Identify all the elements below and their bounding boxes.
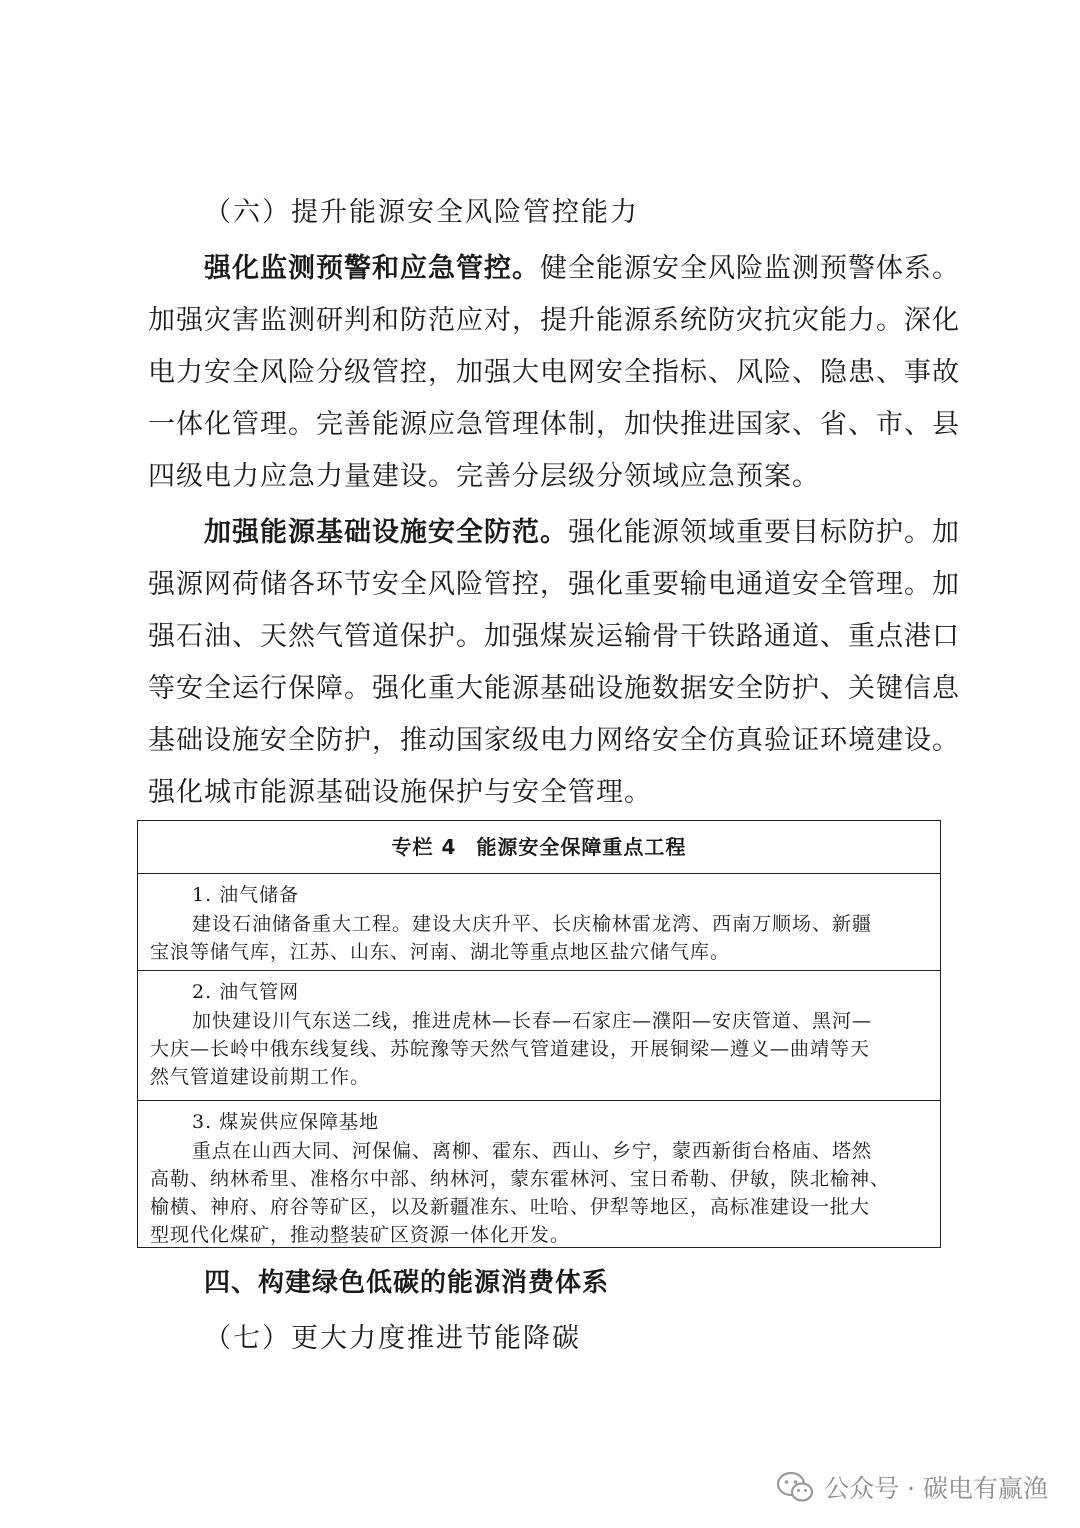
- paragraph-line: 等安全运行保障。强化重大能源基础设施数据安全防护、关键信息: [148, 673, 960, 704]
- chapter-heading: 四、构建绿色低碳的能源消费体系: [204, 1268, 610, 1298]
- wechat-icon: [776, 1471, 814, 1503]
- paragraph-line: [148, 507, 960, 559]
- paragraph-line: 加强灾害监测研判和防范应对，提升能源系统防灾抗灾能力。深化: [148, 305, 960, 336]
- paragraph-text: 强化能源领域重要目标防护。加: [568, 517, 960, 548]
- paragraph-line: 基础设施安全防护，推动国家级电力网络安全仿真验证环境建设。: [148, 725, 960, 756]
- paragraph-line: [148, 243, 960, 295]
- paragraph-line: 一体化管理。完善能源应急管理体制，加快推进国家、省、市、县: [148, 409, 960, 440]
- section-line: 型现代化煤矿，推动整装矿区资源一体化开发。: [150, 1224, 571, 1246]
- paragraph-line: 强化城市能源基础设施保护与安全管理。: [148, 777, 652, 808]
- paragraph-line: 强石油、天然气管道保护。加强煤炭运输骨干铁路通道、重点港口: [148, 621, 960, 652]
- paragraph-line: 强源网荷储各环节安全风险管控，强化重要输电通道安全管理。加: [148, 569, 960, 600]
- box-section-oil-gas-storage: [138, 874, 940, 971]
- section-heading: （六）提升能源安全风险管控能力: [204, 197, 639, 228]
- paragraph-line: 四级电力应急力量建设。完善分层级分领域应急预案。: [148, 461, 820, 492]
- section-title: 3. 煤炭供应保障基地: [192, 1111, 380, 1133]
- section-line: 重点在山西大同、河保偏、离柳、霍东、西山、乡宁，蒙西新街台格庙、塔然: [192, 1140, 873, 1162]
- paragraph-text: 健全能源安全风险监测预警体系。: [540, 253, 960, 284]
- box-title-text: 能源安全保障重点工程: [476, 835, 687, 859]
- paragraph-monitoring: [148, 243, 960, 503]
- box-section-pipeline-network: [138, 971, 940, 1101]
- paragraph-lead: 强化监测预警和应急管控。: [204, 253, 540, 284]
- paragraph-infrastructure: [148, 507, 960, 819]
- section-line: 高勒、纳林希里、准格尔中部、纳林河，蒙东霍林河、宝日希勒、伊敏，陕北榆神、: [150, 1168, 891, 1190]
- subsection-heading: （七）更大力度推进节能降碳: [204, 1323, 581, 1354]
- watermark-text: 公众号 · 碳电有赢渔: [824, 1474, 1048, 1503]
- section-line: 加快建设川气东送二线，推进虎林—长春—石家庄—濮阳—安庆管道、黑河—: [192, 1010, 873, 1032]
- section-line: 建设石油储备重大工程。建设大庆升平、长庆榆林雷龙湾、西南万顺场、新疆: [192, 913, 873, 935]
- paragraph-lead: 加强能源基础设施安全防范。: [204, 517, 568, 548]
- box-label: 专栏 4: [391, 835, 457, 859]
- project-column-box: [137, 820, 941, 1248]
- section-title: 2. 油气管网: [192, 981, 300, 1003]
- watermark: [776, 1467, 1048, 1507]
- section-line: 然气管道建设前期工作。: [150, 1066, 371, 1088]
- section-title: 1. 油气储备: [192, 884, 300, 906]
- paragraph-line: 电力安全风险分级管控，加强大电网安全指标、风险、隐患、事故: [148, 357, 960, 388]
- box-title: [138, 821, 940, 874]
- section-line: 大庆—长岭中俄东线复线、苏皖豫等天然气管道建设，开展铜梁—遵义—曲靖等天: [150, 1038, 871, 1060]
- section-line: 榆横、神府、府谷等矿区，以及新疆准东、吐哈、伊犁等地区，高标准建设一批大: [150, 1196, 871, 1218]
- box-section-coal-supply: [138, 1101, 940, 1247]
- section-line: 宝浪等储气库，江苏、山东、河南、湖北等重点地区盐穴储气库。: [150, 941, 731, 963]
